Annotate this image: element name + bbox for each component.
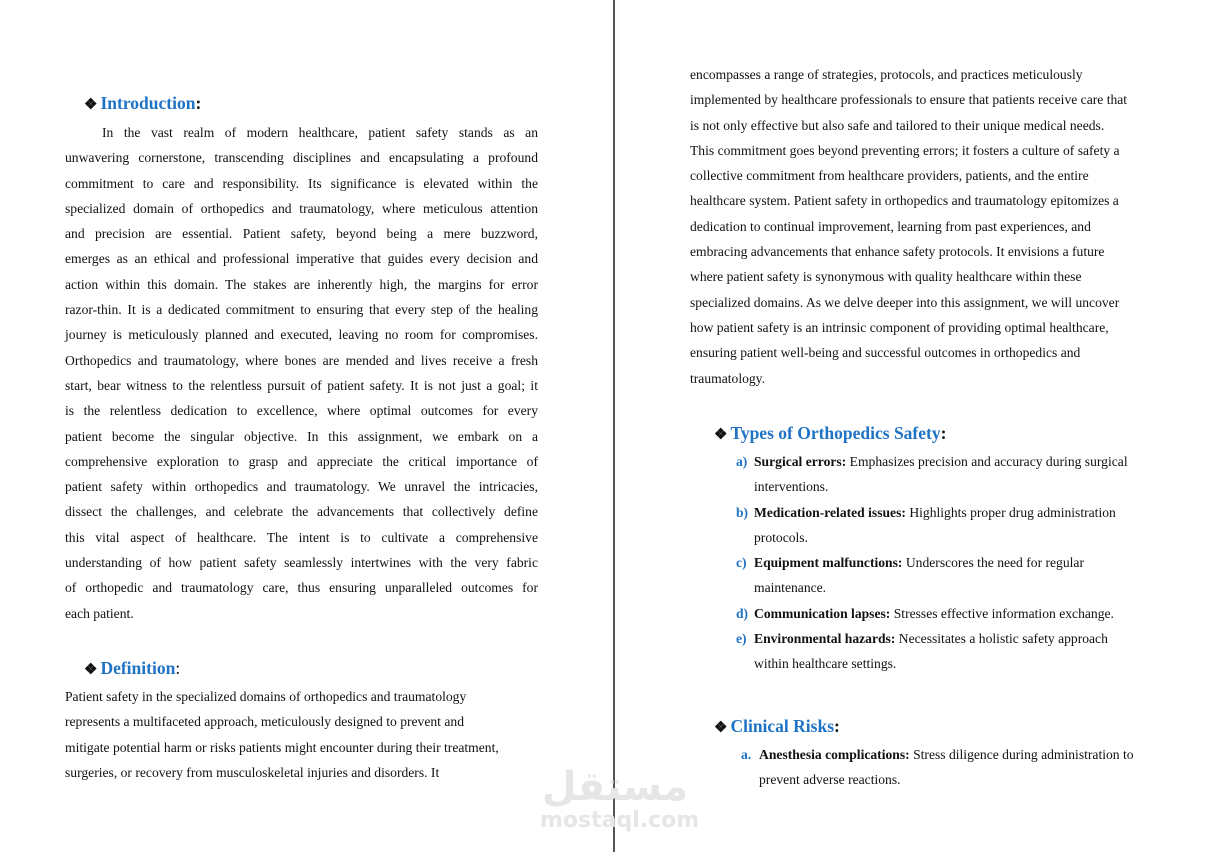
- diamond-bullet-icon: ❖: [714, 427, 728, 443]
- text-line: This commitment goes beyond preventing errors; it fosters a culture of safety a: [690, 142, 1120, 158]
- text-line: implemented by healthcare professionals to ensure that patients receive care that: [690, 92, 1128, 108]
- clinical-heading: ❖ Clinical Risks:: [714, 716, 840, 736]
- types-list: [736, 449, 1176, 677]
- list-item: [741, 742, 1181, 793]
- text-line: emerges as an ethical and professional imperative that guides every decision and: [65, 251, 538, 267]
- text-line: dedication to continual improvement, learning from past experiences, and: [690, 218, 1091, 234]
- text-line: action within this domain. The stakes are inherently high, the margins for error: [65, 276, 538, 292]
- text-line: how patient safety is an intrinsic component of providing optimal healthcare,: [690, 319, 1109, 335]
- list-item-text: Stress diligence during administration to: [913, 747, 1134, 762]
- list-item: [736, 550, 1176, 601]
- list-item-line: [754, 626, 1176, 651]
- list-item-term: Surgical errors:: [754, 454, 847, 469]
- diamond-bullet-icon: ❖: [84, 97, 98, 113]
- text-line: comprehensive exploration to grasp and appreciate the critical importance of: [65, 453, 538, 469]
- types-heading: ❖ Types of Orthopedics Safety:: [714, 423, 947, 443]
- text-line: razor-thin. It is a dedicated commitment to ensuring that every step of the healing: [65, 302, 538, 318]
- watermark-latin: mostaql.com: [540, 808, 700, 833]
- list-marker: b): [736, 504, 749, 520]
- text-line: ensuring patient well-being and successful outcomes in orthopedics and: [690, 345, 1081, 361]
- definition-paragraph: [65, 684, 538, 785]
- list-item-text: interventions.: [754, 479, 829, 495]
- list-item-text: Highlights proper drug administration: [909, 504, 1116, 520]
- text-line: traumatology.: [690, 370, 765, 386]
- list-item-text: prevent adverse reactions.: [759, 772, 901, 788]
- list-item-line: [754, 550, 1176, 575]
- list-item: [736, 449, 1176, 500]
- list-item: [736, 601, 1176, 626]
- watermark-arabic: مستقل: [541, 764, 689, 810]
- text-line: embracing advancements that enhance safety protocols. It envisions a future: [690, 244, 1105, 260]
- definition-heading: ❖ Definition:: [84, 658, 181, 678]
- text-line: dissect the challenges, and celebrate the advancements that collectively define: [65, 504, 538, 520]
- list-item-line: [754, 500, 1176, 525]
- list-marker: e): [736, 631, 747, 647]
- text-line: represents a multifaceted approach, meticulously designed to prevent and: [65, 714, 464, 730]
- text-line: Orthopedics and traumatology, where bones are mended and lives receive a fresh: [65, 352, 538, 368]
- clinical-list: [741, 742, 1181, 793]
- text-line: unwavering cornerstone, transcending disciplines and encapsulating a profound: [65, 150, 538, 166]
- text-line: is not only effective but also safe and tailored to their unique medical needs.: [690, 117, 1105, 133]
- text-line: surgeries, or recovery from musculoskeletal injuries and disorders. It: [65, 764, 440, 780]
- list-item-text: within healthcare settings.: [754, 656, 897, 672]
- list-marker: a.: [741, 747, 752, 762]
- diamond-bullet-icon: ❖: [84, 662, 98, 678]
- text-line: Patient safety in the specialized domains of orthopedics and traumatology: [65, 689, 467, 704]
- text-line: of orthopedic and traumatology care, thus ensuring unparalleled outcomes for: [65, 580, 538, 596]
- text-line: each patient.: [65, 605, 134, 621]
- list-item-text: Emphasizes precision and accuracy during surgical: [849, 454, 1128, 469]
- text-line: collective commitment from healthcare providers, patients, and the entire: [690, 168, 1089, 184]
- introduction-paragraph: [65, 120, 538, 626]
- page-divider: [613, 0, 615, 852]
- list-item-term: Equipment malfunctions:: [754, 555, 903, 571]
- text-line: patient become the singular objective. In this assignment, we embark on a: [65, 428, 538, 444]
- text-line: In the vast realm of modern healthcare, patient safety stands as an: [102, 125, 538, 140]
- list-item-text: Underscores the need for regular: [905, 555, 1084, 571]
- list-item-line: [759, 767, 1181, 792]
- diamond-bullet-icon: ❖: [714, 720, 728, 736]
- list-item-text: maintenance.: [754, 580, 827, 596]
- list-item: [736, 626, 1176, 677]
- list-item-term: Communication lapses:: [754, 605, 891, 621]
- text-line: and precision are essential. Patient safety, beyond being a mere buzzword,: [65, 226, 538, 242]
- list-item-line: [759, 742, 1181, 767]
- list-item-term: Environmental hazards:: [754, 631, 896, 647]
- list-marker: d): [736, 605, 749, 621]
- text-line: is the relentless dedication to excellence, where optimal outcomes for every: [65, 403, 538, 419]
- list-item: [736, 500, 1176, 551]
- text-line: journey is meticulously planned and executed, leaving no room for compromises.: [65, 327, 538, 343]
- list-item-line: [754, 525, 1176, 550]
- list-item-text: protocols.: [754, 529, 808, 545]
- text-line: understanding of how patient safety seamlessly intertwines with the very fabric: [65, 555, 538, 571]
- text-line: mitigate potential harm or risks patients might encounter during their treatment,: [65, 739, 499, 755]
- text-line: start, bear witness to the relentless pursuit of patient safety. It is not just a goal; it: [65, 377, 538, 393]
- list-item-line: [754, 474, 1176, 499]
- text-line: commitment to care and responsibility. Its significance is elevated within the: [65, 175, 538, 191]
- text-line: healthcare system. Patient safety in orthopedics and traumatology epitomizes a: [690, 193, 1119, 209]
- list-item-line: [754, 575, 1176, 600]
- definition-continuation: [690, 62, 1170, 391]
- list-item-term: Medication-related issues:: [754, 504, 906, 520]
- introduction-heading: ❖ Introduction:: [84, 93, 202, 113]
- list-item-text: Stresses effective information exchange.: [893, 605, 1114, 621]
- list-item-term: Anesthesia complications:: [759, 747, 910, 762]
- list-item-text: Necessitates a holistic safety approach: [898, 631, 1108, 647]
- text-line: this vital aspect of healthcare. The intent is to cultivate a comprehensive: [65, 529, 538, 545]
- text-line: patient safety within orthopedics and traumatology. We unravel the intricacies,: [65, 479, 538, 495]
- text-line: specialized domain of orthopedics and traumatology, where meticulous attention: [65, 200, 538, 216]
- text-line: where patient safety is synonymous with quality healthcare within these: [690, 269, 1082, 285]
- watermark-logo: [540, 764, 700, 833]
- list-marker: a): [736, 454, 748, 469]
- list-item-line: [754, 601, 1176, 626]
- text-line: encompasses a range of strategies, protocols, and practices meticulously: [690, 67, 1083, 82]
- text-line: specialized domains. As we delve deeper into this assignment, we will uncover: [690, 294, 1120, 310]
- list-item-line: [754, 651, 1176, 676]
- list-marker: c): [736, 555, 747, 571]
- list-item-line: [754, 449, 1176, 474]
